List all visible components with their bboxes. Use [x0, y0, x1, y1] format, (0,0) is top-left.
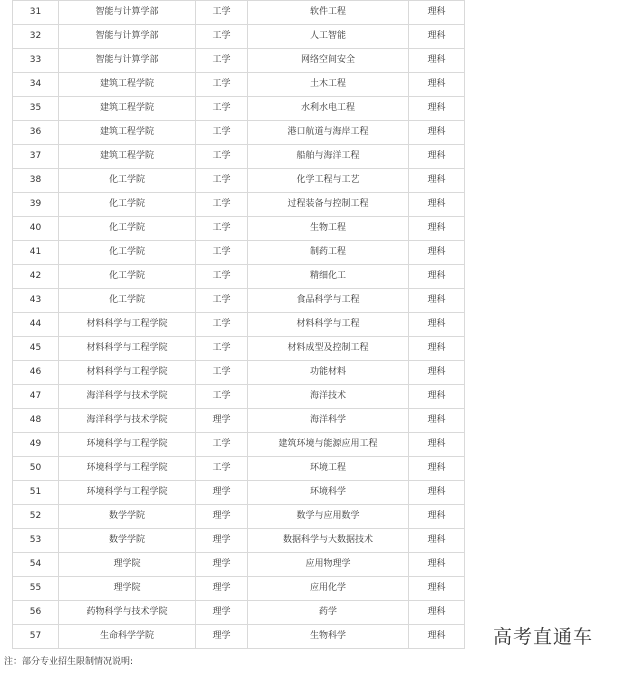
- category-cell: 理科: [409, 625, 465, 649]
- table-row: [13, 25, 465, 49]
- major-cell: 海洋技术: [248, 385, 409, 409]
- major-cell: 网络空间安全: [248, 49, 409, 73]
- table-row: [13, 577, 465, 601]
- school-cell: 环境科学与工程学院: [59, 481, 196, 505]
- row-number: 42: [13, 265, 59, 289]
- field-cell: 工学: [196, 169, 248, 193]
- major-cell: 数学与应用数学: [248, 505, 409, 529]
- school-cell: 理学院: [59, 553, 196, 577]
- category-cell: 理科: [409, 457, 465, 481]
- field-cell: 工学: [196, 49, 248, 73]
- category-cell: 理科: [409, 481, 465, 505]
- row-number: 36: [13, 121, 59, 145]
- row-number: 47: [13, 385, 59, 409]
- category-cell: 理科: [409, 25, 465, 49]
- category-cell: 理科: [409, 49, 465, 73]
- table-row: [13, 457, 465, 481]
- category-cell: 理科: [409, 577, 465, 601]
- table-row: [13, 145, 465, 169]
- school-cell: 智能与计算学部: [59, 1, 196, 25]
- category-cell: 理科: [409, 409, 465, 433]
- major-cell: 材料科学与工程: [248, 313, 409, 337]
- field-cell: 理学: [196, 481, 248, 505]
- field-cell: 理学: [196, 529, 248, 553]
- category-cell: 理科: [409, 289, 465, 313]
- major-cell: 药学: [248, 601, 409, 625]
- row-number: 56: [13, 601, 59, 625]
- field-cell: 理学: [196, 625, 248, 649]
- table-row: [13, 481, 465, 505]
- school-cell: 理学院: [59, 577, 196, 601]
- table-row: [13, 193, 465, 217]
- field-cell: 工学: [196, 289, 248, 313]
- school-cell: 化工学院: [59, 241, 196, 265]
- field-cell: 工学: [196, 385, 248, 409]
- row-number: 32: [13, 25, 59, 49]
- row-number: 43: [13, 289, 59, 313]
- major-cell: 环境科学: [248, 481, 409, 505]
- major-cell: 过程装备与控制工程: [248, 193, 409, 217]
- major-cell: 建筑环境与能源应用工程: [248, 433, 409, 457]
- row-number: 35: [13, 97, 59, 121]
- school-cell: 数学学院: [59, 529, 196, 553]
- row-number: 31: [13, 1, 59, 25]
- school-cell: 智能与计算学部: [59, 25, 196, 49]
- row-number: 45: [13, 337, 59, 361]
- field-cell: 工学: [196, 25, 248, 49]
- category-cell: 理科: [409, 265, 465, 289]
- school-cell: 药物科学与技术学院: [59, 601, 196, 625]
- field-cell: 工学: [196, 217, 248, 241]
- table-row: [13, 337, 465, 361]
- major-cell: 材料成型及控制工程: [248, 337, 409, 361]
- field-cell: 工学: [196, 73, 248, 97]
- category-cell: 理科: [409, 601, 465, 625]
- school-cell: 化工学院: [59, 169, 196, 193]
- watermark-text: 高考直通车: [493, 626, 594, 648]
- school-cell: 材料科学与工程学院: [59, 313, 196, 337]
- field-cell: 工学: [196, 97, 248, 121]
- field-cell: 工学: [196, 265, 248, 289]
- category-cell: 理科: [409, 433, 465, 457]
- row-number: 52: [13, 505, 59, 529]
- field-cell: 工学: [196, 337, 248, 361]
- row-number: 54: [13, 553, 59, 577]
- category-cell: 理科: [409, 217, 465, 241]
- row-number: 34: [13, 73, 59, 97]
- row-number: 38: [13, 169, 59, 193]
- table-row: [13, 73, 465, 97]
- field-cell: 工学: [196, 457, 248, 481]
- major-cell: 软件工程: [248, 1, 409, 25]
- field-cell: 工学: [196, 361, 248, 385]
- field-cell: 工学: [196, 145, 248, 169]
- major-cell: 制药工程: [248, 241, 409, 265]
- major-cell: 港口航道与海岸工程: [248, 121, 409, 145]
- table-row: [13, 121, 465, 145]
- table-row: [13, 49, 465, 73]
- school-cell: 化工学院: [59, 193, 196, 217]
- category-cell: 理科: [409, 121, 465, 145]
- row-number: 50: [13, 457, 59, 481]
- row-number: 57: [13, 625, 59, 649]
- category-cell: 理科: [409, 505, 465, 529]
- school-cell: 生命科学学院: [59, 625, 196, 649]
- field-cell: 理学: [196, 601, 248, 625]
- table-row: [13, 313, 465, 337]
- row-number: 41: [13, 241, 59, 265]
- major-cell: 环境工程: [248, 457, 409, 481]
- table-row: [13, 1, 465, 25]
- field-cell: 理学: [196, 409, 248, 433]
- row-number: 51: [13, 481, 59, 505]
- field-cell: 工学: [196, 433, 248, 457]
- major-cell: 精细化工: [248, 265, 409, 289]
- category-cell: 理科: [409, 73, 465, 97]
- majors-table: [12, 0, 465, 649]
- table-row: [13, 625, 465, 649]
- major-cell: 化学工程与工艺: [248, 169, 409, 193]
- school-cell: 化工学院: [59, 217, 196, 241]
- table-row: [13, 409, 465, 433]
- category-cell: 理科: [409, 193, 465, 217]
- category-cell: 理科: [409, 97, 465, 121]
- table-row: [13, 505, 465, 529]
- field-cell: 工学: [196, 1, 248, 25]
- table-row: [13, 433, 465, 457]
- category-cell: 理科: [409, 241, 465, 265]
- field-cell: 理学: [196, 553, 248, 577]
- row-number: 33: [13, 49, 59, 73]
- field-cell: 工学: [196, 241, 248, 265]
- category-cell: 理科: [409, 361, 465, 385]
- school-cell: 材料科学与工程学院: [59, 361, 196, 385]
- table-row: [13, 361, 465, 385]
- row-number: 37: [13, 145, 59, 169]
- major-cell: 海洋科学: [248, 409, 409, 433]
- school-cell: 建筑工程学院: [59, 121, 196, 145]
- category-cell: 理科: [409, 529, 465, 553]
- category-cell: 理科: [409, 1, 465, 25]
- major-cell: 土木工程: [248, 73, 409, 97]
- field-cell: 理学: [196, 505, 248, 529]
- category-cell: 理科: [409, 313, 465, 337]
- school-cell: 环境科学与工程学院: [59, 457, 196, 481]
- major-cell: 食品科学与工程: [248, 289, 409, 313]
- category-cell: 理科: [409, 337, 465, 361]
- school-cell: 化工学院: [59, 265, 196, 289]
- majors-table-body: [13, 1, 465, 649]
- row-number: 48: [13, 409, 59, 433]
- category-cell: 理科: [409, 169, 465, 193]
- major-cell: 生物工程: [248, 217, 409, 241]
- major-cell: 数据科学与大数据技术: [248, 529, 409, 553]
- major-cell: 功能材料: [248, 361, 409, 385]
- row-number: 55: [13, 577, 59, 601]
- row-number: 39: [13, 193, 59, 217]
- table-row: [13, 529, 465, 553]
- school-cell: 材料科学与工程学院: [59, 337, 196, 361]
- table-row: [13, 217, 465, 241]
- row-number: 49: [13, 433, 59, 457]
- school-cell: 海洋科学与技术学院: [59, 409, 196, 433]
- row-number: 40: [13, 217, 59, 241]
- school-cell: 建筑工程学院: [59, 145, 196, 169]
- school-cell: 环境科学与工程学院: [59, 433, 196, 457]
- field-cell: 工学: [196, 193, 248, 217]
- table-row: [13, 601, 465, 625]
- major-cell: 人工智能: [248, 25, 409, 49]
- school-cell: 智能与计算学部: [59, 49, 196, 73]
- school-cell: 数学学院: [59, 505, 196, 529]
- school-cell: 建筑工程学院: [59, 73, 196, 97]
- field-cell: 理学: [196, 577, 248, 601]
- category-cell: 理科: [409, 145, 465, 169]
- major-cell: 应用化学: [248, 577, 409, 601]
- school-cell: 化工学院: [59, 289, 196, 313]
- table-row: [13, 265, 465, 289]
- footnote: 注：部分专业招生限制情况说明:: [4, 657, 134, 667]
- major-cell: 应用物理学: [248, 553, 409, 577]
- table-row: [13, 241, 465, 265]
- field-cell: 工学: [196, 313, 248, 337]
- table-row: [13, 553, 465, 577]
- category-cell: 理科: [409, 553, 465, 577]
- table-row: [13, 97, 465, 121]
- school-cell: 建筑工程学院: [59, 97, 196, 121]
- major-cell: 生物科学: [248, 625, 409, 649]
- row-number: 46: [13, 361, 59, 385]
- category-cell: 理科: [409, 385, 465, 409]
- row-number: 44: [13, 313, 59, 337]
- table-row: [13, 169, 465, 193]
- row-number: 53: [13, 529, 59, 553]
- major-cell: 船舶与海洋工程: [248, 145, 409, 169]
- major-cell: 水利水电工程: [248, 97, 409, 121]
- table-row: [13, 289, 465, 313]
- table-row: [13, 385, 465, 409]
- field-cell: 工学: [196, 121, 248, 145]
- school-cell: 海洋科学与技术学院: [59, 385, 196, 409]
